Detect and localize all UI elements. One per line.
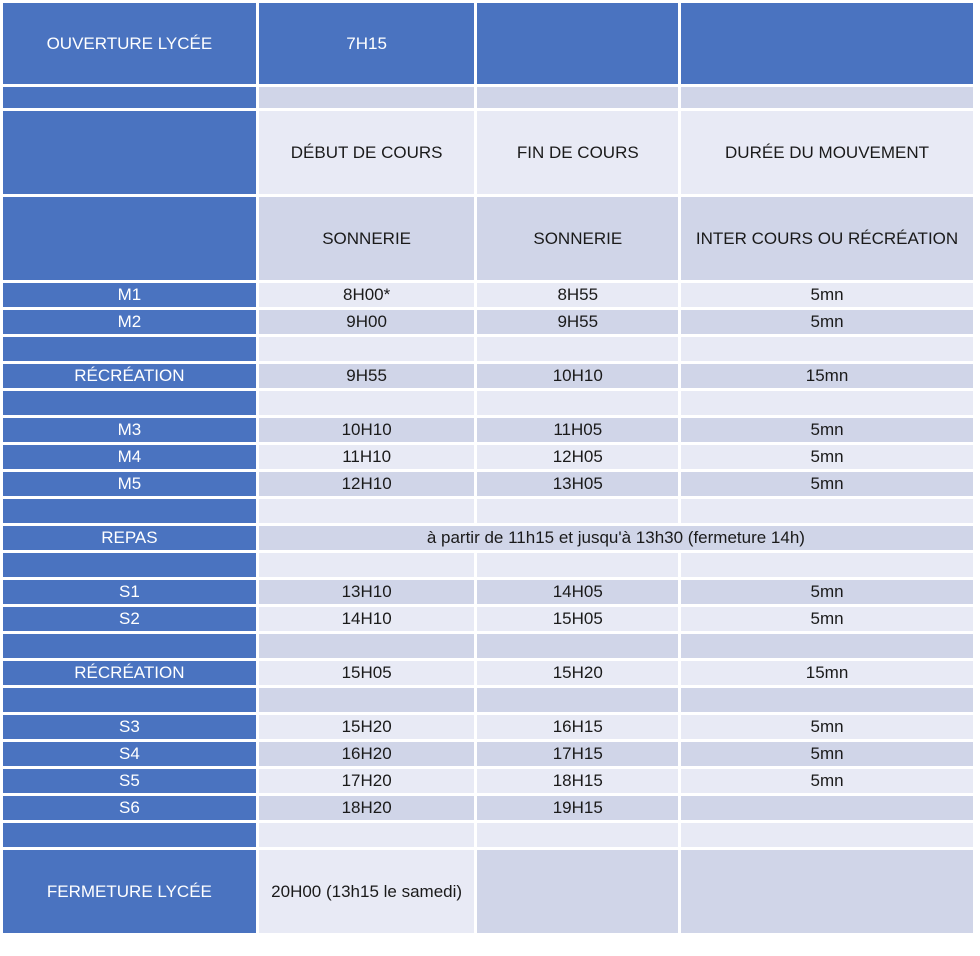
period-start: 8H00* (257, 282, 476, 309)
opening-empty-cell (476, 2, 680, 86)
period-end: 8H55 (476, 282, 680, 309)
period-end: 16H15 (476, 714, 680, 741)
period-start: 17H20 (257, 768, 476, 795)
period-start: 15H05 (257, 660, 476, 687)
spacer-row (2, 633, 975, 660)
opening-label: OUVERTURE LYCÉE (2, 2, 258, 86)
period-label: S6 (2, 795, 258, 822)
column-header-row (2, 110, 975, 196)
table-row (2, 741, 975, 768)
opening-time: 7H15 (257, 2, 476, 86)
period-gap: 5mn (680, 471, 975, 498)
period-label: M3 (2, 417, 258, 444)
period-gap: 15mn (680, 660, 975, 687)
period-label: RÉCRÉATION (2, 363, 258, 390)
table-row (2, 444, 975, 471)
closing-label: FERMETURE LYCÉE (2, 849, 258, 935)
period-end: 14H05 (476, 579, 680, 606)
spacer-row (2, 687, 975, 714)
period-end: 9H55 (476, 309, 680, 336)
period-start: 13H10 (257, 579, 476, 606)
period-end: 13H05 (476, 471, 680, 498)
period-gap: 5mn (680, 579, 975, 606)
period-start: 15H20 (257, 714, 476, 741)
period-end: 15H05 (476, 606, 680, 633)
period-end: 18H15 (476, 768, 680, 795)
period-start: 9H00 (257, 309, 476, 336)
header-empty-cell (2, 110, 258, 196)
table-row (2, 282, 975, 309)
lunch-row (2, 525, 975, 552)
period-label: S2 (2, 606, 258, 633)
table-row (2, 417, 975, 444)
period-gap: 5mn (680, 444, 975, 471)
subheader-start: SONNERIE (257, 196, 476, 282)
period-end: 15H20 (476, 660, 680, 687)
period-start: 10H10 (257, 417, 476, 444)
column-header-end: FIN DE COURS (476, 110, 680, 196)
subheader-duration: INTER COURS OU RÉCRÉATION (680, 196, 975, 282)
subheader-row (2, 196, 975, 282)
period-label: S1 (2, 579, 258, 606)
period-end: 17H15 (476, 741, 680, 768)
period-label: S3 (2, 714, 258, 741)
spacer-row (2, 336, 975, 363)
lunch-label: REPAS (2, 525, 258, 552)
period-start: 14H10 (257, 606, 476, 633)
period-start: 9H55 (257, 363, 476, 390)
table-row (2, 795, 975, 822)
period-end: 19H15 (476, 795, 680, 822)
table-row (2, 714, 975, 741)
spacer-row (2, 552, 975, 579)
table-row (2, 363, 975, 390)
table-row (2, 660, 975, 687)
period-gap: 5mn (680, 282, 975, 309)
period-end: 10H10 (476, 363, 680, 390)
period-label: M4 (2, 444, 258, 471)
subheader-end: SONNERIE (476, 196, 680, 282)
table-row (2, 309, 975, 336)
table-row (2, 579, 975, 606)
period-gap: 5mn (680, 606, 975, 633)
closing-empty-cell (476, 849, 680, 935)
table-row (2, 471, 975, 498)
closing-empty-cell (680, 849, 975, 935)
period-label: RÉCRÉATION (2, 660, 258, 687)
subheader-empty-cell (2, 196, 258, 282)
period-label: M5 (2, 471, 258, 498)
period-end: 11H05 (476, 417, 680, 444)
table-row (2, 606, 975, 633)
column-header-start: DÉBUT DE COURS (257, 110, 476, 196)
period-gap: 5mn (680, 768, 975, 795)
period-label: M1 (2, 282, 258, 309)
opening-empty-cell (680, 2, 975, 86)
period-label: S5 (2, 768, 258, 795)
closing-time: 20H00 (13h15 le samedi) (257, 849, 476, 935)
spacer-row (2, 86, 975, 110)
period-label: M2 (2, 309, 258, 336)
period-start: 16H20 (257, 741, 476, 768)
spacer-row (2, 822, 975, 849)
period-gap: 5mn (680, 309, 975, 336)
closing-row (2, 849, 975, 935)
period-gap: 5mn (680, 741, 975, 768)
period-start: 12H10 (257, 471, 476, 498)
period-gap: 5mn (680, 714, 975, 741)
period-label: S4 (2, 741, 258, 768)
table-row (2, 768, 975, 795)
period-gap (680, 795, 975, 822)
lunch-text: à partir de 11h15 et jusqu'à 13h30 (fermeture 14h) (257, 525, 974, 552)
period-start: 18H20 (257, 795, 476, 822)
spacer-row (2, 498, 975, 525)
period-gap: 15mn (680, 363, 975, 390)
column-header-duration: DURÉE DU MOUVEMENT (680, 110, 975, 196)
period-gap: 5mn (680, 417, 975, 444)
period-end: 12H05 (476, 444, 680, 471)
period-start: 11H10 (257, 444, 476, 471)
opening-row (2, 2, 975, 86)
spacer-row (2, 390, 975, 417)
